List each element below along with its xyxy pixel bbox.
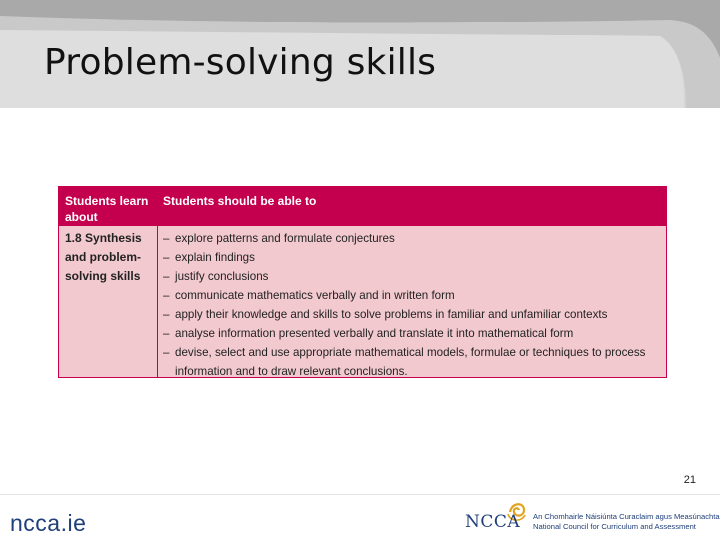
dash-bullet: – — [163, 308, 170, 321]
dash-bullet: – — [163, 270, 170, 283]
syllabus-table — [58, 186, 667, 378]
page-number: 21 — [683, 474, 696, 486]
column-divider — [157, 226, 158, 378]
outcome-item: – explain findings — [163, 248, 645, 267]
outcome-item: – justify conclusions — [163, 267, 645, 286]
dash-bullet: – — [163, 346, 170, 359]
dash-bullet: – — [163, 232, 170, 245]
dash-bullet: – — [163, 251, 170, 264]
outcome-item: – apply their knowledge and skills to solve problems in familiar and unfamiliar contexts — [163, 305, 645, 324]
ncca-wordmark: NCCA — [465, 512, 521, 532]
dash-bullet: – — [163, 327, 170, 340]
outcome-item-continuation: information and to draw relevant conclusions. — [175, 365, 408, 378]
site-link[interactable]: ncca.ie — [10, 510, 87, 536]
council-name-irish: An Chomhairle Náisiúnta Curaclaim agus Measúnachta — [533, 512, 720, 521]
outcome-item: – devise, select and use appropriate mathematical models, formulae or techniques to process — [163, 343, 645, 362]
header-cell-outcomes: Students should be able to — [163, 194, 317, 208]
outcome-item: – explore patterns and formulate conjectures — [163, 229, 645, 248]
slide-title: Problem-solving skills — [44, 42, 437, 83]
dash-bullet: – — [163, 289, 170, 302]
footer — [0, 494, 720, 540]
outcomes-list — [163, 229, 645, 381]
outcome-item: – communicate mathematics verbally and in written form — [163, 286, 645, 305]
table-header-row — [59, 187, 666, 226]
council-name-english: National Council for Curriculum and Assessment — [533, 522, 696, 531]
header-cell-topic: Students learn about — [65, 194, 149, 224]
topic-cell: 1.8 Synthesis and problem-solving skills — [65, 231, 142, 283]
outcome-item: – analyse information presented verbally and translate it into mathematical form — [163, 324, 645, 343]
